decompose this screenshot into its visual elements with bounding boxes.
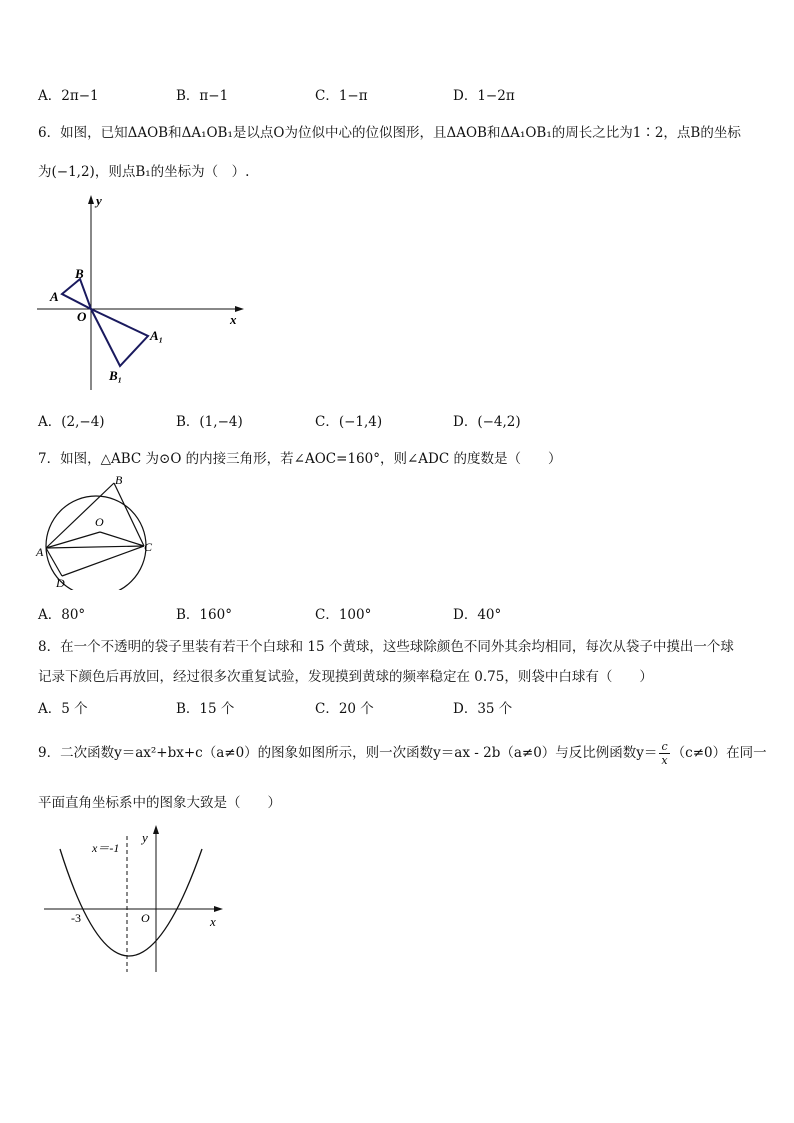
q6-label-a: A <box>50 289 59 304</box>
q7-label-a: A <box>36 545 44 559</box>
q6-figure <box>34 190 254 390</box>
q8-option-d: D．35 个 <box>453 701 513 717</box>
q6-label-a1: A₁ <box>150 328 164 343</box>
q9-label-x: x <box>210 914 216 929</box>
q7-label-o: O <box>95 515 104 529</box>
q7-text-line1: 7．如图，△ABC 为⊙O 的内接三角形，若∠AOC=160°，则∠ADC 的度数是（ ） <box>38 451 562 467</box>
q7-label-b: B <box>115 473 123 487</box>
q9-fraction-denominator: x <box>661 754 668 767</box>
q6-label-y: y <box>96 193 102 208</box>
q5-option-d: D．1−2π <box>453 88 515 104</box>
q9-text-line2: 平面直角坐标系中的图象大致是（ ） <box>38 795 281 811</box>
q5-option-a: A．2π−1 <box>38 88 99 104</box>
q9-fraction-numerator: c <box>659 740 669 754</box>
q7-label-d: D <box>56 576 65 590</box>
q9-label-o: O <box>141 911 150 925</box>
q9-text-line1-part-a: 9．二次函数y＝ax²+bx+c（a≠0）的图象如图所示，则一次函数y＝ax - 2b（a≠0）与反比例函数y＝ <box>38 745 658 761</box>
q8-option-b: B．15 个 <box>176 701 235 717</box>
q6-label-b: B <box>75 266 84 281</box>
q7-option-a: A．80° <box>38 607 86 623</box>
q9-label-x-eq-neg1: x＝-1 <box>92 841 120 855</box>
q6-option-a: A．(2,−4) <box>38 414 105 430</box>
q8-option-a: A．5 个 <box>38 701 88 717</box>
q9-text-line1-part-b: （c≠0）在同一 <box>671 745 767 761</box>
q6-option-c: C．(−1,4) <box>315 414 383 430</box>
q6-text-line1: 6．如图，已知ΔAOB和ΔA₁OB₁是以点O为位似中心的位似图形，且ΔAOB和ΔA₁OB₁的周长之比为1∶2，点B的坐标 <box>38 125 741 141</box>
q6-option-d: D．(−4,2) <box>453 414 521 430</box>
q8-option-c: C．20 个 <box>315 701 374 717</box>
q7-option-b: B．160° <box>176 607 232 623</box>
q6-label-b1: B₁ <box>109 368 123 383</box>
q8-text-line2: 记录下颜色后再放回，经过很多次重复试验，发现摸到黄球的频率稳定在 0.75，则袋中白球有（ ） <box>38 669 653 685</box>
q6-label-o: O <box>77 309 87 324</box>
q5-option-c: C．1−π <box>315 88 368 104</box>
q7-option-c: C．100° <box>315 607 372 623</box>
q7-figure <box>34 470 164 590</box>
q9-label-y: y <box>142 830 148 845</box>
q6-option-b: B．(1,−4) <box>176 414 243 430</box>
q7-label-c: C <box>144 540 153 554</box>
q9-text-line1 <box>38 739 767 767</box>
q9-figure <box>40 822 230 977</box>
q6-text-line2: 为(−1,2)，则点B₁的坐标为（ ）. <box>38 164 250 180</box>
q9-label-neg3: -3 <box>71 911 81 925</box>
q7-option-d: D．40° <box>453 607 502 623</box>
q5-option-b: B．π−1 <box>176 88 229 104</box>
q9-fraction <box>659 740 669 767</box>
q6-label-x: x <box>230 312 237 327</box>
q8-text-line1: 8．在一个不透明的袋子里装有若干个白球和 15 个黄球，这些球除颜色不同外其余均相同，每次从袋子中摸出一个球 <box>38 639 734 655</box>
